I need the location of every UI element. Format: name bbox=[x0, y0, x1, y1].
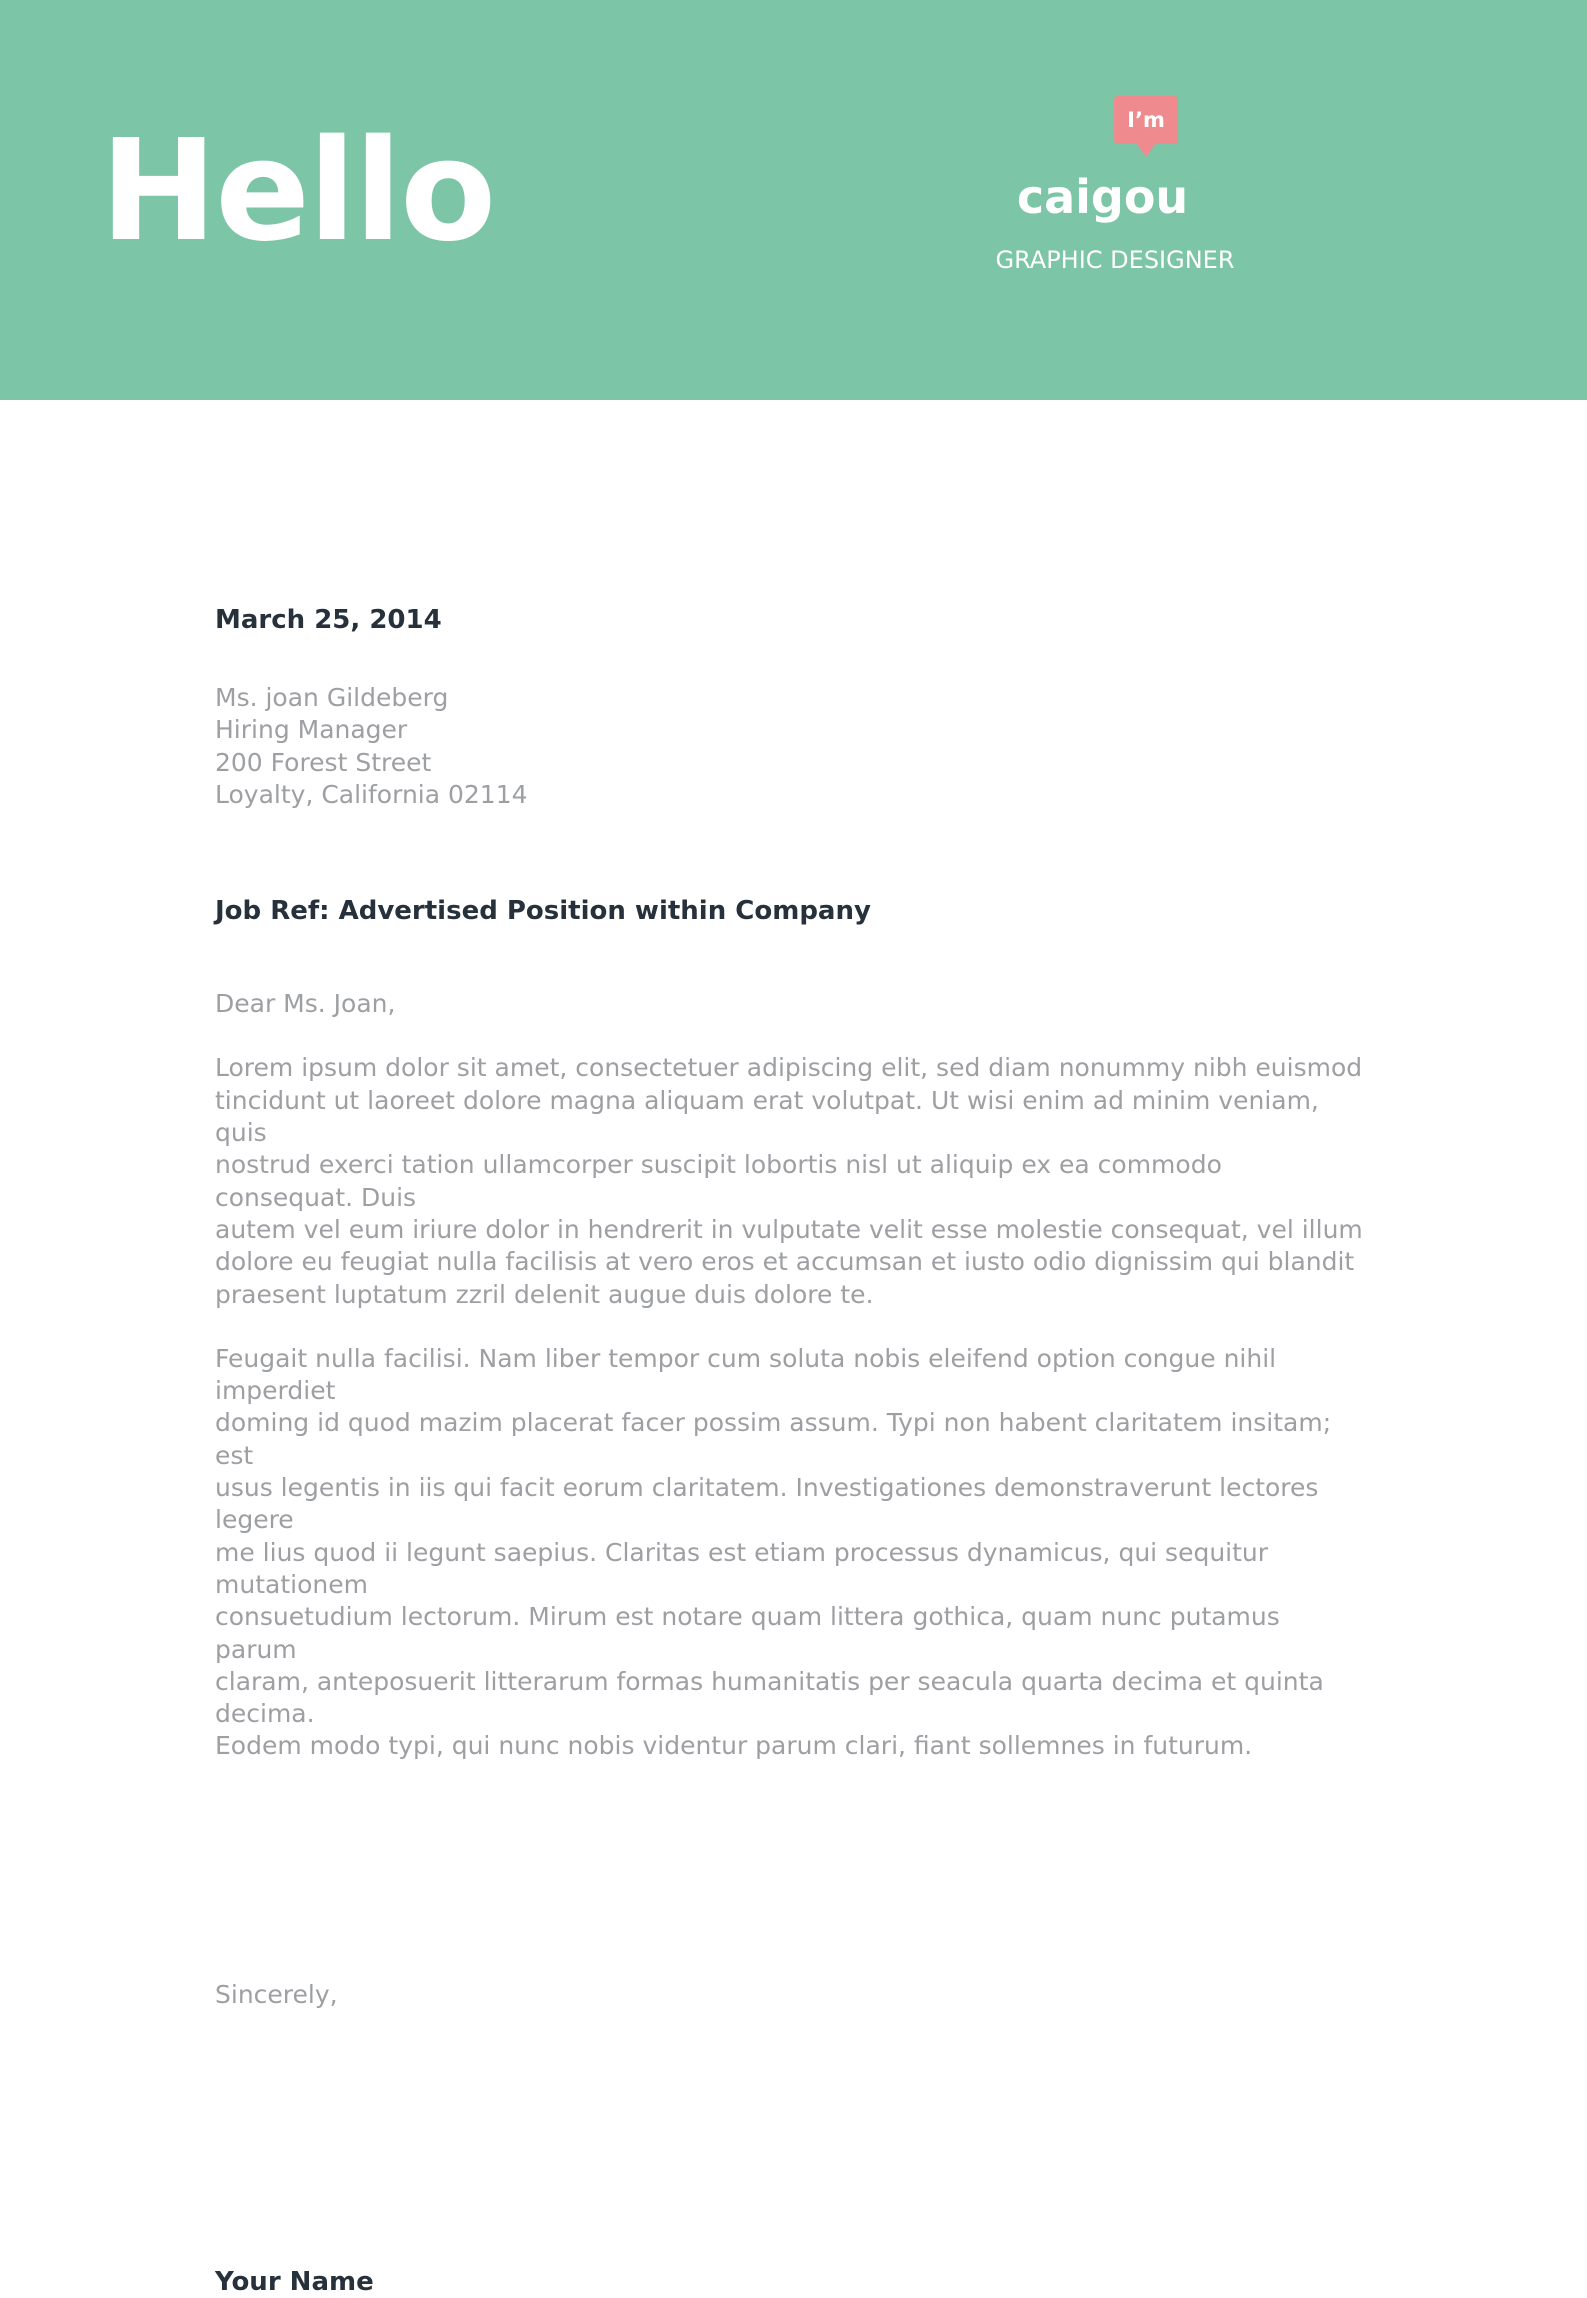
paragraph-line: usus legentis in iis qui facit eorum claritatem. Investigationes demonstraverunt lectores legere bbox=[215, 1473, 1319, 1535]
speech-bubble-tail-icon bbox=[1136, 143, 1156, 157]
paragraph-line: Feugait nulla facilisi. Nam liber tempor cum soluta nobis eleifend option congue nihil imperdiet bbox=[215, 1343, 1277, 1406]
paragraph-line: tincidunt ut laoreet dolore magna aliquam erat volutpat. Ut wisi enim ad minim veniam, quis bbox=[215, 1085, 1319, 1148]
recipient-address bbox=[215, 682, 1365, 811]
paragraph-line: dolore eu feugiat nulla facilisis at vero eros et accumsan et iusto odio dignissim qui blandit bbox=[215, 1247, 1355, 1277]
paragraph-line: doming id quod mazim placerat facer possim assum. Typi non habent claritatem insitam; est bbox=[215, 1408, 1332, 1470]
paragraph-line: Lorem ipsum dolor sit amet, consectetuer adipiscing elit, sed diam nonummy nibh euismod bbox=[215, 1053, 1363, 1083]
letter-body bbox=[215, 604, 1365, 2298]
im-speech-bubble-badge: I’m bbox=[1114, 96, 1178, 144]
letter-subject: Job Ref: Advertised Position within Company bbox=[215, 896, 871, 927]
recipient-name: Ms. joan Gildeberg bbox=[215, 683, 449, 712]
paragraph-line: consuetudium lectorum. Mirum est notare quam littera gothica, quam nunc putamus parum bbox=[215, 1602, 1280, 1664]
author-title: GRAPHIC DESIGNER bbox=[995, 246, 1235, 274]
body-paragraph-1 bbox=[215, 1052, 1365, 1310]
recipient-street: 200 Forest Street bbox=[215, 747, 432, 777]
recipient-city: Loyalty, California 02114 bbox=[215, 779, 528, 809]
author-name: caigou bbox=[1016, 170, 1189, 224]
paragraph-line: Eodem modo typi, qui nunc nobis videntur parum clari, fiant sollemnes in futurum. bbox=[215, 1731, 1253, 1761]
paragraph-line: praesent luptatum zzril delenit augue duis dolore te. bbox=[215, 1279, 874, 1309]
paragraph-line: claram, anteposuerit litterarum formas humanitatis per seacula quarta decima et quinta decima. bbox=[215, 1666, 1324, 1729]
header-banner bbox=[0, 0, 1587, 400]
paragraph-line: nostrud exerci tation ullamcorper suscipit lobortis nisl ut aliquip ex ea commodo consequat. Duis bbox=[215, 1150, 1222, 1212]
letter-date: March 25, 2014 bbox=[215, 605, 442, 635]
letter-closing: Sincerely, bbox=[215, 1979, 338, 2009]
letter-salutation: Dear Ms. Joan, bbox=[215, 989, 396, 1019]
paragraph-line: autem vel eum iriure dolor in hendrerit in vulputate velit esse molestie consequat, vel illum bbox=[215, 1214, 1363, 1244]
signature-name: Your Name bbox=[215, 2267, 374, 2298]
body-paragraph-2 bbox=[215, 1343, 1365, 1763]
hello-heading: Hello bbox=[100, 110, 495, 273]
recipient-position: Hiring Manager bbox=[215, 715, 408, 745]
paragraph-line: me lius quod ii legunt saepius. Claritas est etiam processus dynamicus, qui sequitur mutationem bbox=[215, 1537, 1269, 1599]
